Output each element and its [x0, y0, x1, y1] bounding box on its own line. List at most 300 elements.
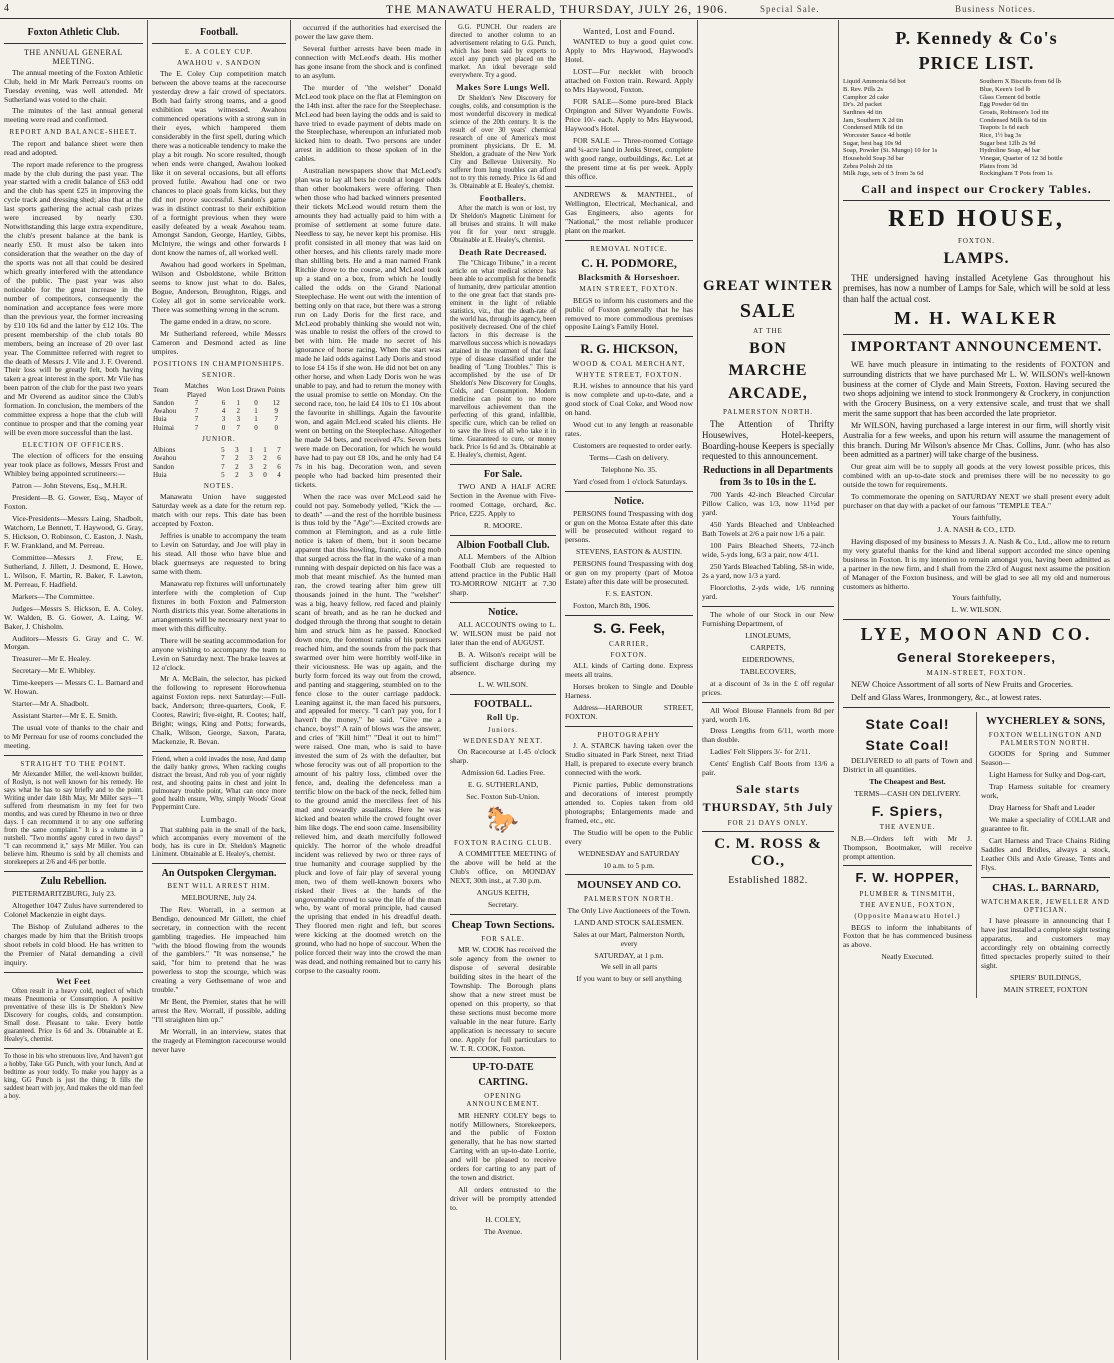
price-item: Dr's. 2d packet — [843, 101, 882, 109]
cell: 0 — [221, 423, 226, 432]
table-row — [152, 424, 286, 432]
masthead — [0, 0, 1114, 19]
paragraph: The Rev. Worrall, in a sermon at Bendigo, denounced Mr Gillett, the chief secretary, in connection with the recent gambling tragedies. He impeached him "with the blood flowing from the wounds of the gamblers." "It was nonsense," he said, "for him to pretend that he was powerless to stop the scourge, which was creating a very Gethsemane of woe and trouble." — [152, 904, 286, 995]
paragraph: Starter—Mr A. Shadbolt. — [12, 699, 89, 709]
price-item: Jam, Southern X 2d tin — [843, 116, 904, 124]
lumbago-title: Lumbago. — [200, 815, 238, 825]
paragraph: Often result in a heavy cold, neglect of which means Pneumonia or Consumption. A positive preventative of these ills is Dr Sheldon's New Discovery for coughs, colds, and consumption. Small dose. Pleasant to take. Every bottle guaranteed. Price 1s 6d and 3s. Obtainable at E. Healey's, chemist. — [4, 988, 143, 1044]
paragraph: TERMS—CASH ON DELIVERY. — [854, 788, 961, 798]
signature: The Avenue. — [483, 1227, 523, 1236]
paragraph: MR HENRY COLEY begs to notify Millowners, Storekeepers, and the public of Foxton generally, that he has now started Carting with an up-to-date Lorrie, and will be pleased to receive orders for carting to any part of the town and district. — [450, 1110, 556, 1183]
paragraph: R.H. wishes to announce that his yard is now complete and up-to-date, and a good stock of Coal Coke, and Wood now on hand. — [565, 381, 693, 418]
paragraph: President—B. G. Gower, Esq., Mayor of Foxton. — [4, 493, 143, 512]
column-7 — [839, 22, 1114, 1358]
price-item: Liquid Ammonia 6d bot — [843, 78, 906, 86]
price-item: Soap, Powder (St. Mungo) 10 for 1s — [843, 147, 938, 155]
price-item: Teapots 1s 6d each — [979, 124, 1029, 132]
cell: 1 — [263, 446, 267, 455]
paragraph: The Cheapest and Best. — [869, 776, 946, 786]
column-2 — [148, 22, 290, 1358]
table-row — [152, 415, 286, 423]
paragraph: Treasurer—Mr E. Healey. — [12, 654, 91, 664]
table-row — [152, 454, 286, 462]
table-header: Points — [267, 386, 285, 395]
cheap-title: Cheap Town Sections. — [451, 918, 555, 931]
paragraph: Dray Harness for Shaft and Leader — [989, 803, 1096, 813]
cell: 2 — [235, 462, 239, 471]
signature: ANGUS KEITH, — [476, 887, 530, 897]
signature: L. W. WILSON. — [951, 605, 1002, 615]
wycherley-name: WYCHERLEY & SONS, — [985, 714, 1106, 727]
hopper-trade: PLUMBER & TINSMITH, — [859, 889, 956, 898]
paragraph: SATURDAY, at 1 p.m. — [594, 950, 664, 960]
cell: 3 — [236, 415, 240, 424]
paragraph: occurred if the authorities had exercised the power the law gave them. — [295, 23, 441, 41]
coal-title: State Coal! — [865, 736, 950, 753]
sale-starts: Sale starts — [736, 782, 800, 797]
paragraph: We make a speciality of COLLAR and guarantee to fit. — [981, 815, 1110, 834]
item: CARPETS, — [750, 642, 786, 652]
paragraph: 10 a.m. to 5 p.m. — [603, 860, 655, 870]
paragraph: THE undersigned having installed Acetylene Gas throughout his premises, has now a number of Lamps for Sale, which will be sold at less than half the actual cost. — [843, 272, 1110, 304]
paragraph: FOR SALE—Some pure-bred Black Orpington and Silver Wyandotte Fowls. Price 10/- each. Apply to Mrs Haywood, Haywood's Hotel. — [565, 97, 693, 134]
business-notices-label: Business Notices. — [955, 4, 1036, 14]
feek-trade: CARRIER, — [608, 639, 650, 648]
price-item: Blue, Keen's 1od lb — [979, 86, 1031, 94]
cell: 3 — [235, 446, 239, 455]
barnard-name: CHAS. L. BARNARD, — [992, 881, 1099, 894]
cell: 2 — [235, 470, 239, 479]
signature: L. W. WILSON. — [478, 679, 528, 689]
paragraph: I have pleasure in announcing that I have just installed a complete sight testing apparatus, and customers may accordingly rely on obtaining correctly fitted spectacles properly suited to their sight. — [981, 916, 1110, 971]
carting-sub: OPENING ANNOUNCEMENT. — [466, 1092, 540, 1109]
spiers-name: F. Spiers, — [871, 802, 944, 819]
paragraph: WE have much pleasure in intimating to the residents of FOXTON and surrounding districts that we have purchased Mr L. W. WILSON's well-known business at the corner of Clyde and Main Streets, Foxton. Having secured the two shops adjoining we intend to stock Ironmongery & Crockery, in conjunction with the Grocery Business, on a very extensive scale, and trust that we shall merit the same support that has been accorded the late proprietor. — [843, 360, 1110, 418]
pricelist-call: Call and inspect our Crockery Tables. — [861, 182, 1092, 196]
cell: 9 — [274, 407, 278, 416]
paragraph: Mr WILSON, having purchased a large interest in our firm, will shortly visit Australia for a few weeks, and upon his return will assume the management of this branch. During Mr Wilson's absence Mr Chas. Collins, Junr. (who has also been admitted as a partner) will take charge of the business. — [843, 421, 1110, 460]
ross-name: C. M. ROSS & CO., — [714, 835, 822, 870]
item: TABLECOVERS, — [740, 666, 796, 676]
paragraph: Jeffries is unable to accompany the team to Levin on Saturday, and Joe will play in his stead. All those who have blue and black guernseys are requested to bring same with them. — [152, 531, 286, 576]
paragraph: All Wool Blouse Flannels from 8d per yard, worth 1/6. — [702, 705, 834, 724]
cell: 6 — [277, 462, 281, 471]
cell: 2 — [263, 454, 267, 463]
sale-city: PALMERSTON NORTH. — [722, 408, 814, 417]
paragraph: Patron — John Stevens, Esq., M.H.R. — [12, 481, 127, 491]
mounsey-addr: PALMERSTON NORTH. — [583, 895, 675, 904]
paragraph: A COMMITTEE MEETING of the above will be held at the Club's office, on MONDAY NEXT, 30th inst., at 7.30 p.m. — [450, 849, 556, 885]
paragraph: Yard c'osed from 1 o'clock Saturdays. — [573, 476, 688, 486]
paragraph: Manawatu rep fixtures will unfortunately interfere with the completion of Cup fixtures in both Foxton and Palmerston North districts this year. Some alterations in arrangements will be necessary next year to meet with this difficulty. — [152, 578, 286, 633]
redhouse-lamps: LAMPS. — [943, 249, 1010, 267]
paragraph: On Racecourse at 1.45 o'clock sharp. — [450, 747, 556, 766]
section-heading: ELECTION OF OFFICERS. — [22, 441, 125, 450]
masthead-title: THE MANAWATU HERALD, THURSDAY, JULY 26, 1906. — [385, 2, 729, 16]
paragraph: at a discount of 3s in the £ off regular prices. — [702, 678, 834, 697]
paragraph: Light Harness for Sulky and Dog-cart, — [989, 770, 1106, 780]
paragraph: Several further arrests have been made in connection with McLeod's death. His mother has gone insane from the shock and is confined to an asylum. — [295, 43, 441, 80]
signature: Secretary. — [487, 899, 519, 909]
paragraph: The Studio will be open to the Public every — [565, 827, 693, 846]
paragraph: J. A. STARCK having taken over the Studio situated in Park Street, next Triad Hall, is prepared to execute every branch connected with the work. — [565, 741, 693, 777]
podmore-trade: Blacksmith & Horseshoer. — [578, 272, 680, 282]
cell: 4 — [221, 407, 226, 416]
cell: 3 — [249, 462, 253, 471]
cell: Huimai — [153, 423, 174, 432]
paragraph: Reductions in all Departments from 3s to 10s in the £. — [703, 464, 833, 488]
paragraph: Mr Sutherland refereed, while Messrs Cameron and Desmond acted as line umpires. — [152, 328, 286, 356]
spiers-addr: THE AVENUE. — [879, 823, 936, 832]
paragraph: To commemorate the opening on SATURDAY NEXT we shall present every adult purchaser on that day with a packet of our famous "TEMPLE TEA." — [843, 491, 1110, 510]
paragraph: Customers are requested to order early. — [573, 440, 692, 450]
section-heading: REPORT AND BALANCE-SHEET. — [9, 128, 138, 137]
paragraph: BEGS to inform the inhabitants of Foxton that he has commenced business as above. — [843, 922, 972, 950]
clergyman-sub: BENT WILL ARREST HIM. — [167, 882, 271, 891]
senior-label: SENIOR. — [201, 371, 237, 380]
price-item: Sardines 4d tin — [843, 109, 882, 117]
paragraph: NEW Choice Assortment of all sorts of New Fruits and Groceries. — [851, 680, 1073, 690]
cell: 5 — [221, 470, 225, 479]
paragraph: The minutes of the last annual general meeting were read and confirmed. — [4, 106, 143, 125]
table-header: Won — [216, 386, 230, 395]
bon-marche: ARCADE, — [728, 385, 808, 403]
table-header: Drawn — [246, 386, 266, 395]
sale-for: FOR 21 DAYS ONLY. — [727, 818, 809, 827]
column-3 — [291, 22, 445, 1358]
signature: Sec. Foxton Sub-Union. — [466, 792, 540, 802]
paragraph: The Attention of Thrifty Housewives, Hotel-keepers, Boarding-house Keepers is specially requested to this announcement. — [702, 419, 834, 462]
cheap-sub: FOR SALE. — [481, 934, 525, 943]
cell: Albions — [153, 446, 176, 455]
pricelist-right — [980, 78, 1111, 178]
paragraph: The "Chicago Tribune," in a recent article on what medical science has been able to accomplish for the benefit of humanity, drew particular attention to the one great fact that stands pre-eminent in the light of reliable statistics, viz., that the death-rate of the world has, through its agency, been positively decreased. One of the chief factors in this decrease is the marvellous success which is nowadays attained in the treatment of that fatal type of disease classified under the heading of "Lung Troubles." This is accomplished by the use of Dr Sheldon's New Discovery for Coughs, Colds, and Consumption. Modern medicine can point to no more marvellous achievement than the perfecting of this grand, infallible, specific cure, which can be relied on to save the lives of all who take it in time. Guaranteed to cure, or money back. Price 1s 6d and 3s. Obtainable at E. Healey's, chemist, Agent. — [450, 259, 557, 460]
paragraph: WANTED to buy a good quiet cow. Apply to Mrs Haywood, Haywood's Hotel. — [565, 37, 693, 65]
paragraph: LAND AND STOCK SALESMEN. — [574, 917, 684, 927]
forsale-title: For Sale. — [483, 469, 523, 481]
paragraph: WEDNESDAY and SATURDAY — [578, 848, 680, 858]
rollup-day: WEDNESDAY NEXT. — [462, 737, 544, 746]
paragraph: Markers—The Committee. — [12, 591, 95, 601]
price-item: Milk Jugs, sets of 3 from 3s 6d — [843, 170, 924, 178]
paragraph: B. A. Wilson's receipt will be sufficient discharge during my absence. — [450, 649, 556, 677]
paragraph: ALL kinds of Carting done. Express meets all trains. — [565, 661, 693, 680]
cell: 3 — [249, 454, 253, 463]
column-5 — [561, 22, 697, 1358]
price-item: B. Rev. Pills 2s — [843, 86, 883, 94]
paragraph: Mr A. McBain, the selector, has picked the following to represent Horowhenua against Foxton reps. next Saturday:—Full-back, Anderson; three-quarters, Cook, F. Cootes, Rawiri; five-eight, R. Cootes; half, Bright; wings, King and Potts; forwards, Chalk, Wilson, George, Saxon, Parata, Mackenzie, R. Bevan. — [152, 674, 286, 747]
verse: To those in bis who strenuous live, And haven't got a hobby, Take GG Punch, with your lunch, And at bedtime as your toddy. To make you happy as a king, GG Punch is just the thing; It fills the saddest heart with joy, And makes the old man feel a boy. — [4, 1053, 143, 1101]
paragraph: All orders entrusted to the driver will be promptly attended to. — [450, 1185, 556, 1213]
paragraph: 100 Pairs Bleached Sheets, 72-inch wide, 5-yds long, 6/3 a pair, now 4/11. — [702, 541, 834, 560]
podmore-name: C. H. PODMORE, — [581, 255, 677, 270]
lye-sub: General Storekeepers, — [896, 649, 1057, 665]
paragraph: Australian newspapers show that McLeod's plan was to lay all bets he could at longer odds than other bookmakers were offering. Then when those who had backed winners presented their tickets McLeod would return them the amounts they had actually paid to him with a promise of settlement at some future date. Needless to say, he never kept his promise. His profit consisted in all money that was laid on other horses, and his clients rarely made more than shilling bets. He and a man named Frank Ritchie drove to the course, and McLeod took up a stand on a box, from which he loudly called the odds on the Grand National Steeplechase. He went out with the intention of betting only on that race, but there was a strong run on Lady Doris for the first race, and McLeod probably thinking she would not win, was unable to resist the offers of the crowd to bet with him. He made no secret of his ignorance of horse racing. When the start was made he laid odds against Lady Doris and stood to lose £4 15s if she won. He did not bet on any other horse, and when Lady Doris won he was unable to pay, and had to return the money with the usual promise to settle on Monday. On the second race, too, he laid £4 10s to £1 10s about the favourite in shillings. Again the favourite won, and again McLeod scaled his clients. He went on betting on the Steeplechase. Altogether he made 34 bets, and received 47s. Seven bets were made on Decoration, for which he would have had to pay out £8 10s, and he only had £4 7s in his bag. Decoration won, and seven people who had backed him presented their tickets. — [295, 166, 441, 489]
paragraph: Cart Harness and Trace Chains Riding Saddles and Bridles, always a stock, Leather Oils and Axle Grease, Tents and Flys. — [981, 836, 1110, 872]
championship-title: POSITIONS IN CHAMPIONSHIPS. — [153, 359, 285, 368]
cell: Awahou — [153, 407, 177, 416]
paragraph: Cents' English Calf Boots from 13/6 a pair. — [702, 759, 834, 778]
paragraph: Admission 6d. Ladies Free. — [461, 768, 545, 778]
athletic-title: Foxton Athletic Club. — [27, 27, 120, 38]
sale-title: SALE — [739, 299, 797, 322]
paragraph: The report made reference to the progress made by the club during the past year. The year started with a credit balance of £63 odd and the club has spent £25 in improving the cycle track and dressing shed; also that at the last sports gathering the actual cash prizes were increased by nearly £30. Notwithstanding this large extra expenditure, the club's present balance at the bank is nearly £50. It must also be taken into consideration that the weather on the day of the sports was not all that could be desired which greatly interfered with the attendance of the public. The past year was also noticeable for the great increase in the number of competitors, consequently the nomination and acceptance fees were more than the previous year, the former increasing by £10 10s 6d and the latter by £12 10s. The present membership of the club totals 80 members, being an increase of 20 over last year. The Committee referred with regret to the death of Messrs J. Vile and J. F. Overend. Their loss will be greatly felt, both having taken a great interest in the sport. Mr Vile has been patron of the club for the past two years and Mr Overend as auditor since the Club's formation. In conclusion, the members of the committee express a hope that the club will continue to prosper and that the coming year will be even more successful than the last. — [4, 159, 143, 438]
lungs-title: Makes Sore Lungs Well. — [456, 83, 550, 93]
cell: 12 — [272, 398, 280, 407]
paragraph: Dress Lengths from 6/11, worth more than double. — [702, 726, 834, 745]
mounsey-name: MOUNSEY AND CO. — [577, 879, 681, 892]
paragraph: Ladies' Felt Slippers 3/- for 2/11. — [710, 747, 811, 757]
cell: 7 — [236, 423, 240, 432]
coal-title: State Coal! — [865, 715, 950, 732]
cell: 7 — [194, 415, 199, 424]
paragraph: Manawatu Union have suggested Saturday week as a date for the return rep. match with our reps. This date has been accepted by Foxton. — [152, 492, 286, 529]
notes-title: NOTES. — [203, 482, 235, 491]
paragraph: 250 Yards Bleached Tabling, 58-in wide, 2s a yard, now 1/3 a yard. — [702, 562, 834, 581]
racing-title: FOXTON RACING CLUB. — [453, 838, 553, 847]
signature: R. MOORE. — [483, 520, 523, 530]
paragraph: FOR SALE — Three-roomed Cottage and ¼-acre land in Jenks Street, complete with good range, outbuildings, &c. Let at the present time at 6s per week. Apply this office. — [565, 135, 693, 181]
paragraph: The game ended in a draw, no score. — [160, 317, 272, 327]
wetfeet-title: Wet Feet — [56, 976, 91, 986]
cell: 3 — [249, 470, 253, 479]
cell: 6 — [277, 454, 281, 463]
price-item: Hydroline Soap, 4d bar — [979, 147, 1041, 155]
paragraph: After the match is won or lost, try Dr Sheldon's Magnetic Liniment for all bruises and strains. It will make you fit for your next struggle. Obtainable at E. Healey's, chemist. — [450, 205, 556, 245]
football-sub: AWAHOU v. SANDON — [176, 59, 261, 68]
column-4 — [446, 22, 560, 1358]
paragraph: MAIN STREET, FOXTON — [1003, 985, 1088, 995]
paragraph: The usual vote of thanks to the chair and to Mr Perreau for use of rooms concluded the meeting. — [4, 723, 143, 751]
cell: 1 — [254, 407, 258, 416]
page-number: 4 — [4, 3, 10, 14]
paragraph: Telephone No. 35. — [601, 464, 657, 474]
paragraph: 700 Yards 42-inch Bleached Circular Pillow Calico, was 1/3, now 11½d per yard. — [702, 490, 834, 518]
cell: 0 — [254, 423, 258, 432]
date: Foxton, March 8th, 1906. — [573, 601, 651, 611]
podmore-addr: MAIN STREET, FOXTON. — [579, 285, 679, 294]
table-row — [152, 463, 286, 471]
feek-name: S. G. Feek, — [593, 620, 665, 637]
rollup-title: FOOTBALL. — [473, 698, 533, 710]
paragraph: PERSONS found Trespassing with dog or gun on my property (part of Motoa Estate) after this date will be prosecuted. — [565, 559, 693, 587]
cell: 7 — [194, 398, 199, 407]
signature: H. COLEY, — [485, 1215, 521, 1225]
price-item: Rice, 1½ bag 3s — [979, 132, 1022, 140]
paragraph: Floorcloths, 2-yds wide, 1/6 running yard. — [702, 583, 834, 601]
paragraph: The murder of "the welsher" Donald McLeod took place on the flat at Flemington on the 14th inst. after the race for the Steeplechase. McLeod had been laying the odds and is said to have tried to evade payment of debts made on the Steeplechase, whereupon an infuriated mob kicked him to death. Two persons are under arrest in addition to those spoken of in the cables. — [295, 82, 441, 164]
price-item: Vinegar, Quarter of 12 3d bottle — [979, 155, 1063, 163]
table-header: Matches Played — [184, 382, 209, 399]
podmore-sub: REMOVAL NOTICE. — [590, 244, 668, 253]
cell: Sandon — [153, 462, 174, 471]
carting-title2: CARTING. — [478, 1077, 528, 1089]
price-item: Zebra Polish 2d tin — [843, 162, 893, 170]
cell: 3 — [221, 415, 226, 424]
cell: 5 — [221, 446, 225, 455]
notice2-title: Notice. — [614, 495, 644, 507]
paragraph: Address—HARBOUR STREET, FOXTON. — [565, 702, 693, 721]
cell: 2 — [235, 454, 239, 463]
footballers-title: Footballers. — [479, 193, 527, 203]
paragraph: Secretary—Mr E. Whibley. — [12, 666, 96, 676]
table-header: Lost — [231, 386, 245, 395]
signature: J. A. NASH & CO., LTD. — [937, 524, 1016, 534]
verse: Friend, when a cold invades the nose, And damp the daily banky grows, When racking coughs distract the breast, And rob you of your nightly rest, and shooting pains in chest and joint In pulmonary trouble point, What can once more good health ensure, Why, simply Woods' Great Peppermint Cure. — [152, 756, 286, 812]
paragraph: Sales at our Mart, Palmerston North, every — [573, 929, 685, 948]
albion-title: Albion Football Club. — [456, 539, 550, 551]
paragraph: TWO AND A HALF ACRE Section in the Avenue with Five-roomed Cottage, orchard, &c. Price, £225. Apply to — [450, 481, 556, 518]
junior-label: JUNIOR. — [202, 434, 236, 443]
hickson-addr: WHYTE STREET, FOXTON. — [575, 370, 683, 379]
paragraph: Picnic parties, Public demonstrations and decorations of interest promptly attended to. Copies taken from old photographs; Enlargements made and framed, etc., etc. — [565, 779, 693, 825]
pricelist-title: PRICE LIST. — [918, 53, 1035, 74]
cell: 7 — [194, 407, 199, 416]
coal-ad — [843, 712, 977, 998]
hopper-addr: (Opposite Manawatu Hotel.) — [854, 912, 961, 921]
cell: 4 — [277, 470, 281, 479]
walker-name: M. H. WALKER — [894, 308, 1059, 329]
paragraph: Awahou had good workers in Spelman, Wilson and Osboldstone, while Britton seems to know just what to do. Bales, Bogue, Anderson, Broughton, Riggs, and Coley all got in some serviceable work. There was something wrong in the scrum. — [152, 260, 286, 315]
paragraph: Trap Harness suitable for creamery work, — [981, 782, 1110, 801]
cell: Awahou — [153, 454, 177, 463]
lye-addr: MAIN-STREET, FOXTON. — [926, 668, 1027, 677]
hopper-addr: THE AVENUE, FOXTON, — [859, 901, 956, 910]
sale-day: THURSDAY, 5th July — [702, 800, 834, 815]
paragraph: The election of officers for the ensuing year took place as follows, Messrs Frost and Whibley being appointed scrutineers:— — [4, 451, 143, 479]
paragraph: The annual meeting of the Foxton Athletic Club, held in Mr Mark Perreau's rooms on Tuesday evening, was well attended. Mr Sutherland was voted to the chair. — [4, 67, 143, 104]
rollup-sub: Juniors. — [488, 725, 518, 734]
paragraph: Wood cut to any length at reasonable rates. — [565, 420, 693, 438]
paragraph: Auditors—Messrs G. Gray and C. W. Morgan. — [4, 633, 143, 652]
bon-marche: MARCHE — [728, 362, 808, 380]
paragraph: Altogether 1047 Zulus have surrendered to Colonel Mackenzie in eight days. — [4, 901, 143, 920]
cell: 1 — [249, 446, 253, 455]
lye-title: LYE, MOON AND CO. — [860, 624, 1093, 645]
carting-title: UP-TO-DATE — [472, 1062, 534, 1074]
pricelist-left — [843, 78, 974, 178]
zulu-title: Zulu Rebellion. — [40, 876, 107, 888]
paragraph: The Bishop of Zululand adheres to the charges made by him that the British troops shoot rebels in cold blood. He has written to the Premier of Natal demanding a civil inquiry. — [4, 922, 143, 967]
paragraph: When the race was over McLeod said he could not pay. Somebody yelled, "Kick the — to death" —and the rest of the horrible business is thus told by the "Age":—Excited crowds are common at Flemington, and as a rule little notice is taken of them, but it soon became apparent that this howling, frantic, cursing mob that surged across the flat in the wake of a man running with despair depicted on his face was a mob that meant mischief. As the hunted man ran, the crowd tearing after him grew till thousands joined in the hunt. The "welsher" was a big, heavy fellow, red faced and plainly scant of breath, and as he ran he ducked and dodged through the throng that sought to detain him and struck him as he passed. Knocked down once, the foremost ranks of his pursuers reached him, and the sounds from the pack that swarmed over him were horribly wolf-like in their viciousness. He was up again, and the burly form forced its way out from the crowd, and panting and staggering, stumbled on to the fence close to the outer carriage paddock. Leaning against it, the man faced his pursuers, and appealed for mercy. "I can't pay you, for I haven't the money," he said. "Give me a chance, boys!" A rain of blows was the answer, and cries of "Kill him!" "Deal it out to him!" were raised. One man, who is said to have invested the sum of 2s with the defaulter, but whose ferocity was out of all proportion to the amount of his paltry loss, climbed over the fence, and, dealing the defenceless man a terrific blow on the back of the neck, felled him to the ground amid the merciless feet of his mad and cowardly assailants. Here he was kicked and beaten while the crowd fought over him like dogs. The end soon came. Insensibility relieved him, and death mercifully followed quickly. The horror of the whole dreadful incident was relieved by two or three rays of true humanity and courage supplied by the pluck and love of fair play of several young men, two of them well-known boxers who risked their lives at the hands of the ungovernable crowd to save the life of the man who, by want of moral principle, had caused the uprising that ended in his dreadful death. They floored men right and left, but scores were kicking at the doomed wretch on the ground, who had no hope of succour. When the police forced their way into the crowd the man was dead, and nothing remained but to carry his corpse to the casualty room. — [295, 491, 441, 976]
price-item: Rockingham T Pots from 1s — [979, 170, 1053, 178]
table-row — [152, 407, 286, 415]
table-row — [152, 446, 286, 454]
bon-marche: BON — [749, 339, 787, 357]
cell: 0 — [263, 470, 267, 479]
redhouse-addr: FOXTON. — [957, 237, 995, 246]
price-item: Plates from 3d — [979, 162, 1018, 170]
paragraph: There will be seating accommodation for anyone wishing to accompany the team to Levin on Saturday next. The brake leaves at 12 o'clock. — [152, 635, 286, 672]
paragraph: N.B.—Orders left with Mr J. Thompson, Bootmaker, will receive prompt attention. — [843, 833, 972, 861]
barnard-trade: WATCHMAKER, JEWELLER AND OPTICIAN. — [981, 897, 1110, 915]
cell: 7 — [277, 446, 281, 455]
clergyman-title: An Outspoken Clergyman. — [161, 867, 277, 879]
paragraph: ALL Members of the Albion Football Club are requested to attend practice in the Public Hall TO-MORROW NIGHT at 7.30 sharp. — [450, 552, 556, 598]
death-title: Death Rate Decreased. — [459, 248, 547, 258]
photo-title: PHOTOGRAPHY — [597, 730, 661, 739]
paragraph: Mr Alexander Miller, the well-known builder, of Roslyn, is not well known for his remedy. He says what he has to say briefly and to the point. Writing under date 18th May, Mr Miller says—"I suffered from rheumatism in my feet for two months, and was cured by Rheumo in two or three days. I can recommend it to any one suffering from the same complaint." It is a volume in a nutshell. "Two months' agony cured in two days!" "I can recommend it," says Mr Miller. You can believe him. Rheumo is sold by all chemists and storekeepers at 2/6 and 4/6 per bottle. — [4, 771, 143, 867]
cell: 2 — [263, 462, 267, 471]
paragraph: Mr Bent, the Premier, states that he will arrest the Rev. Worrall, if possible, adding "I'll straighten him up." — [152, 997, 286, 1025]
horse-icon: 🐎 — [486, 805, 520, 835]
wycherley-ad — [977, 712, 1110, 998]
paragraph: That stabbing pain in the small of the back, which accompanies every movement of the body, has its cure in Dr. Sheldon's Magnetic Liniment. Obtainable at E. Healey's, chemist. — [152, 826, 286, 858]
paragraph: 450 Yards Bleached and Unbleached Bath Towels at 2/6 a pair now 1/6 a pair. — [702, 520, 834, 539]
price-item: Groats, Robinson's 1od tin — [979, 109, 1049, 117]
paragraph: SPIERS' BUILDINGS, — [1010, 973, 1081, 983]
hickson-trade: WOOD & COAL MERCHANT, — [572, 359, 686, 368]
price-item: Glass Cement 6d bottle — [979, 93, 1041, 101]
sale-title: GREAT WINTER — [703, 278, 833, 294]
hickson-name: R. G. HICKSON, — [580, 341, 678, 357]
table-header: Team — [153, 386, 169, 395]
rollup-sub: Roll Up. — [486, 713, 520, 723]
paragraph: Neatly Executed. — [881, 952, 934, 962]
cell: 6 — [221, 398, 226, 407]
paragraph: Our great aim will be to supply all goods at the very lowest possible prices, this combined with an up-to-date stock and premises there will be no necessity to go outside the town for requirements. — [843, 462, 1110, 489]
signature: STEVENS, EASTON & AUSTIN. — [576, 547, 682, 557]
paragraph: ANDREWS & MANTHEL, of Wellington, Electrical, Mechanical, and Gas Engineers, also agents for "National," the most reliable producer plant on the market. — [565, 189, 693, 235]
paragraph: PERSONS found Trespassing with dog or gun on the Motoa Estate after this date will be prosecuted without regard to persons. — [565, 508, 693, 545]
table-row — [152, 399, 286, 407]
pricelist-title: P. Kennedy & Co's — [895, 28, 1058, 48]
paragraph: DELIVERED to all parts of Town and District in all quantities. — [843, 756, 972, 774]
paragraph: Committee—Messrs J. Frew, E. Sutherland, J. Jillett, J. Desmond, E. Howe, L. Wilson, F. Martin, R. Baker, F. Lawton, M. Perreau, F. Hadfield. — [4, 552, 143, 589]
signature: F. S. EASTON. — [605, 589, 653, 599]
paragraph: BEGS to inform his customers and the public of Foxton generally that he has removed to more commodious premises opposite Laing's Family Hotel. — [565, 295, 693, 332]
special-sale-label: Special Sale. — [760, 4, 820, 14]
paragraph: Having disposed of my business to Messrs J. A. Nash & Co., Ltd., allow me to return my very grateful thanks for the kind and liberal support accorded me since opening business in Foxton. It is my intention to remain amongst you, having been admitted as a partner in the new firm, and I shall from the 23rd of August next assume the position of Manager of the Foxton business, and will be glad to see all my old and numerous customers as hitherto. — [843, 536, 1111, 591]
paragraph: MR W. COOK has received the sole agency from the owner to dispose of several desirable building sites in the heart of the Township. The Borough plans show that a new street must be opened on this property, so that these sections must become more valuable in the near future. Early application is necessary to secure one. Apply for full particulars to W. T. R. COOK, Foxton. — [450, 945, 556, 1053]
paragraph: Delf and Glass Wares, Ironmongery, &c., at lowest rates. — [851, 693, 1042, 703]
paragraph: The report and balance sheet were then read and adopted. — [4, 138, 143, 157]
paragraph: Mr Worrall, in an interview, states that the tragedy at Flemington racecourse would never have — [152, 1027, 286, 1054]
sale-at: AT THE — [753, 327, 783, 336]
paragraph: The whole of our Stock in our New Furnishing Department, of — [702, 609, 834, 628]
wycherley-addr: FOXTON WELLINGTON AND PALMERSTON NORTH. — [988, 730, 1103, 748]
price-item: Condensed Milk 6s 6d tin — [979, 116, 1047, 124]
feek-addr: FOXTON. — [610, 650, 648, 659]
redhouse-title: RED HOUSE, — [888, 206, 1065, 233]
price-item: Household Soap 3d bar — [843, 155, 904, 163]
column-6 — [698, 22, 838, 1358]
cell: 2 — [236, 407, 240, 416]
cell: 0 — [254, 398, 258, 407]
signature: E. G. SUTHERLAND, — [467, 780, 539, 790]
price-item: Worcester Sauce 4d bottle — [843, 132, 911, 140]
cell: 7 — [274, 415, 278, 424]
cell: 7 — [221, 454, 225, 463]
column-1 — [0, 22, 147, 1358]
cell: 1 — [254, 415, 258, 424]
price-item: Sugar, best bag 10s 9d — [843, 139, 902, 147]
athletic-sub: THE ANNUAL GENERAL MEETING. — [24, 47, 123, 67]
straight-title: STRAIGHT TO THE POINT. — [20, 759, 127, 768]
paragraph: We sell in all parts — [600, 962, 658, 972]
price-item: Sugar best 12lb 2s 9d — [979, 139, 1036, 147]
paragraph: Dr Sheldon's New Discovery for coughs, colds, and consumption is the most wonderful discovery in medical science of the 20th century. It is the result of over 30 years' chemical research of one of America's most prominent physicians, Dr E. M. Sheldon, a graduate of the New York City and Bellevue University. No sufferer from lung troubles can afford not to try this remedy. Price 1s 6d and 3s. Obtainable at E. Healey's, chemist. — [450, 94, 556, 190]
paragraph: GOODS for Spring and Summer Season— — [981, 749, 1110, 768]
wanted-title: Wanted, Lost and Found. — [583, 27, 675, 36]
table-row — [152, 471, 286, 479]
paragraph: The Only Live Auctioneers of the Town. — [567, 905, 691, 915]
paragraph: LOST—Fur necklet with brooch attached on Foxton train. Reward. Apply to Mrs Haywood, Foxton. — [565, 67, 693, 95]
cell: Huia — [153, 470, 167, 479]
paragraph: Terms—Cash on delivery. — [589, 452, 669, 462]
signature: Yours faithfully, — [951, 593, 1002, 603]
notice-title: Notice. — [488, 607, 518, 619]
